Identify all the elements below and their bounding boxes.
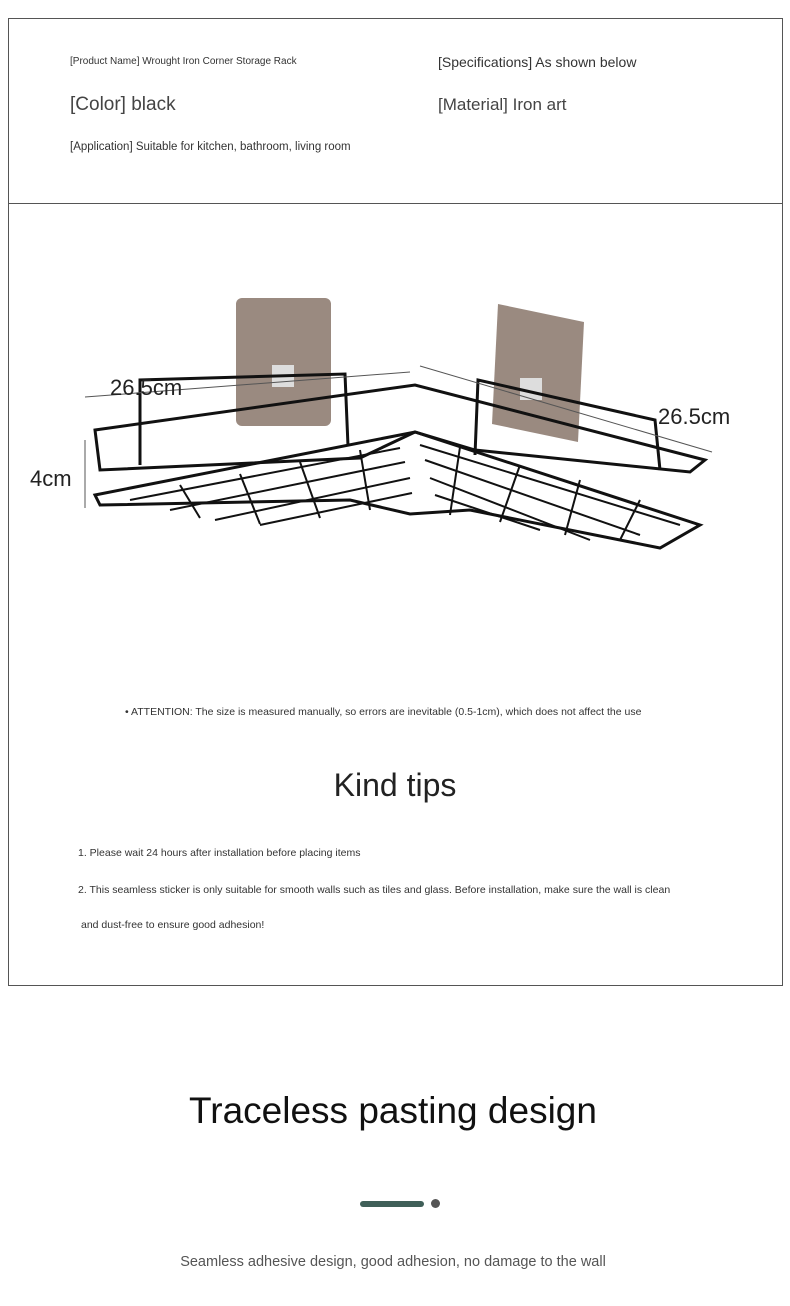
dimension-height: 4cm <box>30 466 72 491</box>
tip-item-1: 1. Please wait 24 hours after installation before placing items <box>78 847 361 859</box>
corner-rack-illustration <box>0 0 790 600</box>
tip-item-2: 2. This seamless sticker is only suitable for smooth walls such as tiles and glass. Before installation, make sure the wall is clean <box>78 884 671 896</box>
accent-dot <box>431 1199 440 1208</box>
kind-tips-title: Kind tips <box>333 767 457 803</box>
specifications: [Specifications] As shown below <box>438 54 637 70</box>
color: [Color] black <box>70 94 176 115</box>
feature-title: Traceless pasting design <box>189 1090 597 1131</box>
dimension-right-length: 26.5cm <box>658 404 731 429</box>
product-name: [Product Name] Wrought Iron Corner Storage Rack <box>70 56 297 67</box>
accent-bar <box>360 1201 424 1207</box>
rack-frame <box>95 374 705 548</box>
adhesive-hook-right <box>492 304 584 442</box>
tip-item-2-cont: and dust-free to ensure good adhesion! <box>81 919 265 931</box>
material: [Material] Iron art <box>438 95 567 114</box>
feature-subtitle: Seamless adhesive design, good adhesion, no damage to the wall <box>180 1254 606 1270</box>
dimension-left-length: 26.5cm <box>110 375 183 400</box>
attention-note: • ATTENTION: The size is measured manually, so errors are inevitable (0.5-1cm), which does not affect the use <box>125 706 642 718</box>
application: [Application] Suitable for kitchen, bathroom, living room <box>70 141 351 153</box>
